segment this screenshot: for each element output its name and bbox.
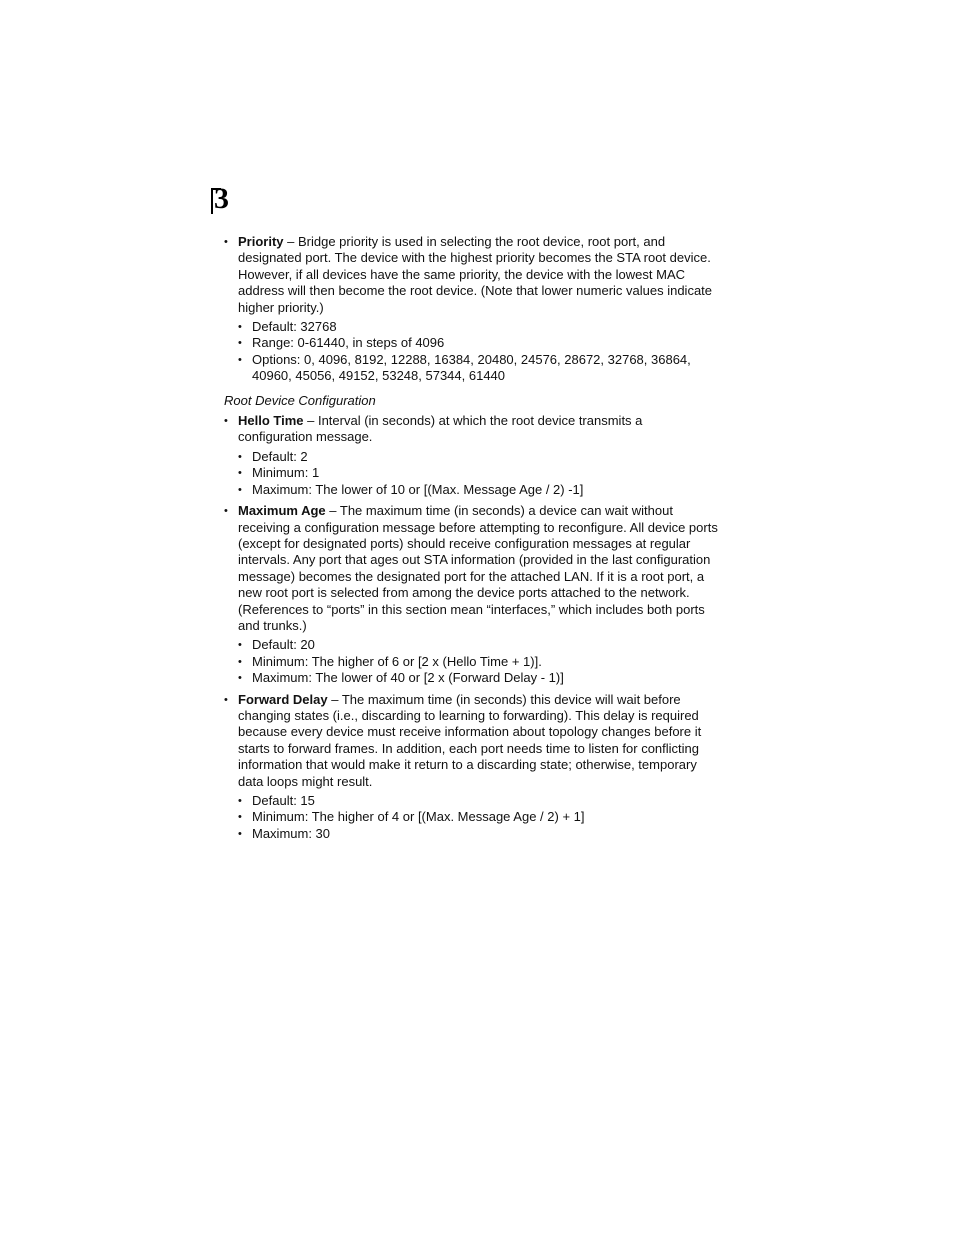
forward-delay-sub-list <box>238 793 719 842</box>
list-item: • Minimum: The higher of 4 or [(Max. Message Age / 2) + 1] <box>238 809 719 825</box>
list-item: • Maximum: 30 <box>238 826 719 842</box>
chapter-number: 3 <box>214 182 229 215</box>
list-item: • Default: 20 <box>238 637 719 653</box>
list-item: • Range: 0-61440, in steps of 4096 <box>238 335 719 351</box>
priority-sub-list <box>238 319 719 385</box>
chapter-badge <box>211 182 239 215</box>
list-item: • Default: 32768 <box>238 319 719 335</box>
root-config-list <box>224 413 719 842</box>
list-item: • Default: 15 <box>238 793 719 809</box>
list-item: • Maximum: The lower of 10 or [(Max. Message Age / 2) -1] <box>238 482 719 498</box>
chapter-badge-bar <box>211 188 213 214</box>
hello-time-sub-list <box>238 449 719 498</box>
list-item: • Default: 2 <box>238 449 719 465</box>
max-age-term: Maximum Age <box>238 503 326 519</box>
max-age-item <box>224 503 719 686</box>
forward-delay-item <box>224 692 719 843</box>
forward-delay-description: – The maximum time (in seconds) this device will wait before changing states (i.e., discarding to learning to forwarding). This delay is required because every device must receive information about topology changes before it starts to forward frames. In addition, each port needs time to listen for conflicting information that would make it return to a discarding state; otherwise, temporary data loops might result. <box>238 691 702 789</box>
forward-delay-term: Forward Delay <box>238 691 328 707</box>
list-item: • Minimum: 1 <box>238 465 719 481</box>
max-age-description: – The maximum time (in seconds) a device can wait without receiving a configuration message before attempting to reconfigure. All device ports (except for designated ports) should receive configuration messages at regular intervals. Any port that ages out STA information (provided in the last configuration message) becomes the designated port for the attached LAN. If it is a root port, a new root port is selected from among the device ports attached to the network. (References to “ports” in this section mean “interfaces,” which includes both ports and trunks.) <box>238 503 718 633</box>
priority-item <box>224 234 719 385</box>
hello-time-description: – Interval (in seconds) at which the root device transmits a configuration message. <box>238 413 643 445</box>
priority-description: – Bridge priority is used in selecting the root device, root port, and designated port. The device with the highest priority becomes the STA root device. However, if all devices have the same priority, the device with the lowest MAC address will then become the root device. (Note that lower numeric values indicate higher priority.) <box>238 234 713 315</box>
priority-list <box>224 234 719 385</box>
hello-time-term: Hello Time <box>238 413 304 429</box>
priority-term: Priority <box>238 234 284 249</box>
hello-time-item <box>224 413 719 498</box>
max-age-sub-list <box>238 637 719 686</box>
list-item: • Minimum: The higher of 6 or [2 x (Hello Time + 1)]. <box>238 654 719 670</box>
page-content <box>224 234 719 842</box>
root-device-heading: Root Device Configuration <box>224 392 376 408</box>
list-item: • Maximum: The lower of 40 or [2 x (Forward Delay - 1)] <box>238 670 719 686</box>
list-item: • Options: 0, 4096, 8192, 12288, 16384, 20480, 24576, 28672, 32768, 36864, 40960, 45056, 49152, 53248, 57344, 61440 <box>238 352 719 385</box>
